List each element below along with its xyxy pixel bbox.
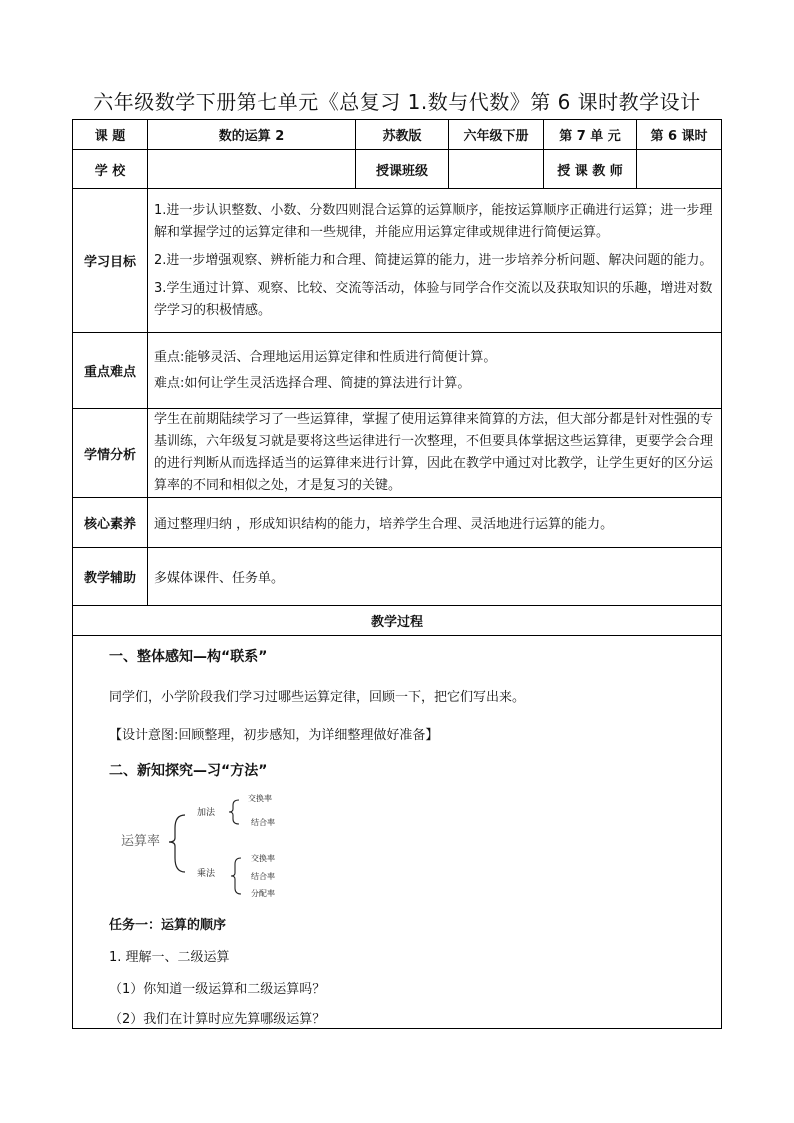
design-note: 【设计意图:回顾整理，初步感知，为详细整理做好准备】 [109, 728, 439, 743]
goal-item: 3.学生通过计算、观察、比较、交流等活动，体验与同学合作交流以及获取知识的乐趣，增进对数学学习的积极情感。 [154, 280, 713, 318]
teacher-label: 授 课 教 师 [544, 150, 637, 189]
question-2: （2）我们在计算时应先算哪级运算？ [109, 1012, 326, 1027]
addition-leaf: 交换率 [248, 794, 272, 803]
row-goals [73, 189, 722, 333]
task1-title: 任务一：运算的顺序 [109, 918, 227, 933]
analysis-label: 学情分析 [73, 409, 148, 498]
grade: 六年级下册 [449, 120, 544, 150]
multiplication-leaf: 分配率 [251, 889, 275, 898]
goal-item: 1.进一步认识整数、小数、分数四则混合运算的运算顺序，能按运算顺序正确进行运算；进一步理解和掌握学过的运算定律和一些规律，并能应用运算定律或规律进行简便运算。 [154, 202, 713, 240]
header-row-school [73, 150, 722, 189]
process-header: 教学过程 [73, 606, 722, 636]
unit: 第 7 单 元 [544, 120, 637, 150]
multiplication-leaf: 结合率 [251, 872, 275, 881]
goals-content [148, 189, 722, 333]
core-label: 核心素养 [73, 498, 148, 548]
row-aids [73, 548, 722, 606]
diagram-root: 运算率 [121, 834, 161, 849]
lesson-plan-table [72, 119, 722, 1029]
topic-value: 数的运算 2 [148, 120, 356, 150]
section1-title: 一、整体感知—构“联系” [109, 649, 268, 665]
aids-content: 多媒体课件、任务单。 [148, 548, 722, 606]
class-value [449, 150, 544, 189]
addition-leaf: 结合率 [251, 818, 275, 827]
aids-label: 教学辅助 [73, 548, 148, 606]
topic-label: 课 题 [73, 120, 148, 150]
goals-label: 学习目标 [73, 189, 148, 333]
multiplication-leaf: 交换率 [251, 854, 275, 863]
process-content [73, 636, 722, 1029]
goal-item: 2.进一步增强观察、辨析能力和合理、简捷运算的能力，进一步培养分析问题、解决问题的能力。 [154, 252, 713, 268]
item1: 1. 理解一、二级运算 [109, 950, 230, 965]
operation-laws-diagram [113, 788, 313, 898]
analysis-content: 学生在前期陆续学习了一些运算律，掌握了使用运算律来简算的方法，但大部分都是针对性强的专基训练，六年级复习就是要将这些运律进行一次整理，不但要具体掌据这些运算律，更要学会合理的进行判断从而选择适当的运算律来进行计算，因此在教学中通过对比教学，让学生更好的区分运算率的不同和相似之处，才是复习的关键。 [148, 409, 722, 498]
row-process-header [73, 606, 722, 636]
teacher-value [637, 150, 722, 189]
section1-text: 同学们，小学阶段我们学习过哪些运算定律，回顾一下，把它们写出来。 [109, 690, 526, 705]
class-label: 授课班级 [356, 150, 449, 189]
root-brace [169, 815, 185, 872]
header-row-topic [73, 120, 722, 150]
multiplication-brace [231, 858, 241, 894]
key-item: 重点:能够灵活、合理地运用运算定律和性质进行简便计算。 [154, 349, 497, 365]
row-key-points [73, 333, 722, 409]
row-core [73, 498, 722, 548]
branch-addition: 加法 [197, 808, 216, 818]
section2-title: 二、新知探究—习“方法” [109, 763, 268, 779]
key-content [148, 333, 722, 409]
publisher: 苏教版 [356, 120, 449, 150]
core-content: 通过整理归纳 ，形成知识结构的能力，培养学生合理、灵活地进行运算的能力。 [148, 498, 722, 548]
key-label: 重点难点 [73, 333, 148, 409]
document-title: 六年级数学下册第七单元《总复习 1.数与代数》第 6 课时教学设计 [93, 90, 701, 114]
addition-brace [229, 800, 239, 824]
branch-multiplication: 乘法 [197, 869, 216, 879]
row-process [73, 636, 722, 1029]
school-label: 学 校 [73, 150, 148, 189]
school-value [148, 150, 356, 189]
lesson: 第 6 课时 [637, 120, 722, 150]
question-1: （1）你知道一级运算和二级运算吗？ [109, 982, 326, 997]
key-item: 难点:如何让学生灵活选择合理、简捷的算法进行计算。 [154, 375, 471, 391]
row-analysis [73, 409, 722, 498]
